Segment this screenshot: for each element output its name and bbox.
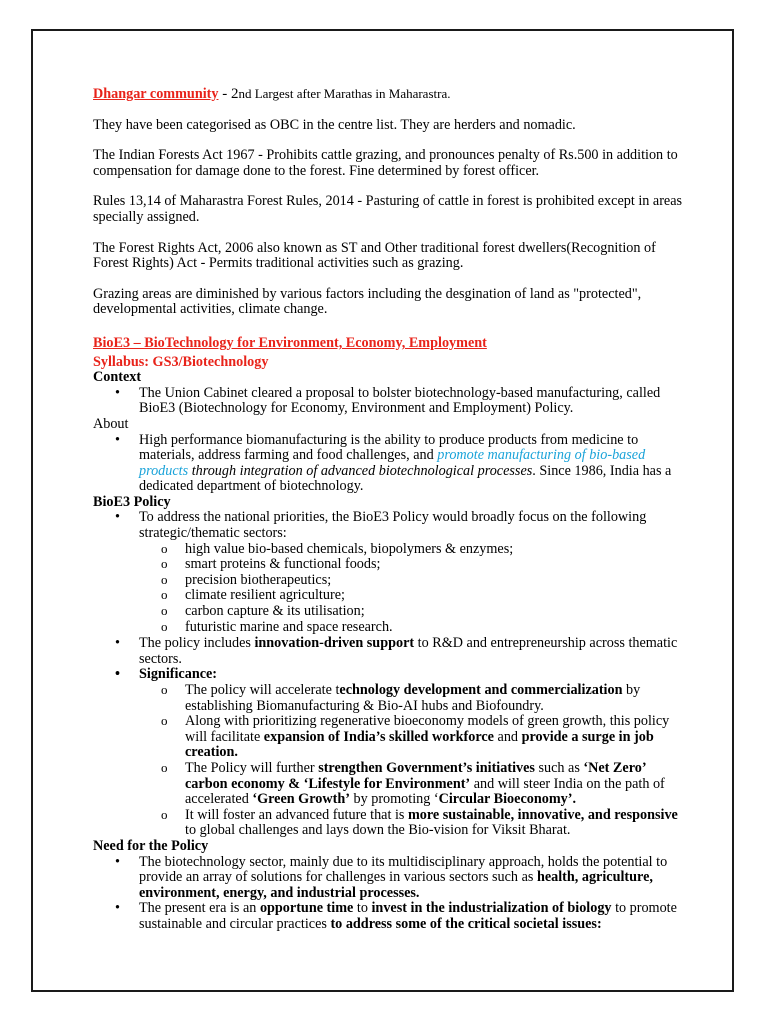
dhangar-rank-num: 2 [230, 86, 239, 102]
about-list [93, 433, 683, 495]
sector-item: o high value bio-based chemicals, biopolymers & enzymes; [93, 542, 683, 558]
sig-text: The Policy will further [185, 759, 319, 776]
document-body [93, 86, 683, 933]
significance-item [93, 808, 683, 839]
sig-bold: more sustainable, innovative, and responsive [407, 806, 678, 823]
sig-text: and [493, 728, 522, 745]
need-bold: opportune time [259, 900, 354, 917]
dhangar-paragraph: The Indian Forests Act 1967 - Prohibits cattle grazing, and pronounces penalty of Rs.500 in addition to compensation for damage done to the forest. Fine determined by forest officer. [93, 147, 678, 179]
about-highlight: promote manufacturing of bio-based products [139, 447, 646, 479]
need-text: The present era is an [139, 900, 260, 917]
sector-item: o smart proteins & functional foods; [93, 557, 683, 573]
list-item [93, 901, 683, 932]
sector-item: o precision biotherapeutics; [93, 573, 683, 589]
sig-text: by establishing Biomanufacturing & Bio-AI hubs and Biofoundry. [185, 682, 641, 714]
innovation-text: The policy includes [139, 635, 255, 652]
need-text: to promote sustainable and circular practices [139, 900, 677, 932]
dhangar-paragraph: The Forest Rights Act, 2006 also known as ST and Other traditional forest dwellers(Recognition of Forest Rights) Act - Permits traditional activities such as grazing. [93, 239, 656, 272]
dhangar-heading-line [93, 86, 683, 103]
sig-text: The policy will accelerate t [185, 682, 340, 698]
sig-text: by promoting ‘ [349, 791, 439, 808]
sig-text: Along with prioritizing regenerative bioeconomy models of green growth, this policy will facilitate [185, 713, 670, 745]
dhangar-paragraph: They have been categorised as OBC in the centre list. They are herders and nomadic. [93, 116, 576, 133]
sig-bold: expansion of India’s skilled workforce [263, 728, 494, 745]
dhangar-title: Dhangar community [93, 86, 219, 102]
list-item [93, 855, 683, 902]
list-item: • To address the national priorities, the BioE3 Policy would broadly focus on the following strategic/thematic sectors: [93, 510, 683, 541]
list-item [93, 636, 683, 667]
list-item [93, 433, 683, 495]
innovation-text-end: to R&D and entrepreneurship across thematic sectors. [139, 635, 678, 667]
sector-item: o carbon capture & its utilisation; [93, 604, 683, 620]
sig-bold: ‘Green Growth’ [252, 791, 350, 808]
bioe3-title [93, 336, 683, 352]
bioe3-title-text: BioE3 – BioTechnology for Environment, Economy, Employment [93, 334, 487, 351]
syllabus-line: Syllabus: GS3/Biotechnology [93, 353, 269, 370]
need-text: The biotechnology sector, mainly due to its multidisciplinary approach, holds the potential to provide an array of solutions for challenges in various sectors such as [139, 853, 668, 886]
sig-bold: provide a surge in job creation. [185, 728, 654, 761]
dhangar-paragraph: Grazing areas are diminished by various factors including the desgination of land as "protected", developmental activities, climate change. [93, 285, 642, 318]
need-text: to [353, 900, 372, 917]
sig-text: and will steer India on the path of accelerated [185, 775, 665, 808]
significance-item [93, 683, 683, 714]
need-bold: to address some of the critical societal issues: [330, 915, 602, 932]
sig-text: It will foster an advanced future that is [185, 806, 408, 823]
significance-heading: • Significance: [93, 667, 683, 683]
context-heading: Context [93, 369, 142, 386]
need-bold: health, agriculture, environment, energy, and industrial processes. [139, 869, 653, 901]
context-list [93, 386, 683, 417]
sector-item: o futuristic marine and space research. [93, 620, 683, 636]
dhangar-paragraph: Rules 13,14 of Maharastra Forest Rules, 2014 - Pasturing of cattle in forest is prohibited except in areas specially assigned. [93, 193, 683, 225]
sig-bold: echnology development and commercialization [339, 682, 623, 698]
list-item: • The Union Cabinet cleared a proposal to bolster biotechnology-based manufacturing, called BioE3 (Biotechnology for Economy, Environment and Employment) Policy. [93, 386, 683, 417]
need-heading: Need for the Policy [93, 837, 209, 854]
significance-item [93, 714, 683, 761]
need-list [93, 855, 683, 933]
about-text-end: . Since 1986, India has a dedicated department of biotechnology. [139, 462, 672, 495]
need-bold: invest in the industrialization of biology [371, 900, 612, 917]
innovation-bold: innovation-driven support [254, 635, 415, 652]
dhangar-rank-text: nd Largest after Marathas in Maharastra. [238, 86, 451, 101]
sig-text: to global challenges and lays down the Bio-vision for Viksit Bharat. [185, 822, 571, 839]
significance-item [93, 761, 683, 808]
about-heading: About [93, 415, 129, 432]
sig-bold: ‘Net Zero’ carbon economy & ‘Lifestyle for Environment’ [185, 759, 646, 792]
sig-bold: strengthen Government’s initiatives [318, 759, 535, 776]
about-text: High performance biomanufacturing is the ability to produce products from medicine to materials, address farming and food challenges, and [139, 431, 639, 464]
sig-bold: Circular Bioeconomy’. [438, 791, 577, 808]
sector-item: o climate resilient agriculture; [93, 588, 683, 604]
about-italic: through integration of advanced biotechnological processes [188, 462, 533, 479]
dhangar-sep: - [218, 86, 231, 102]
sig-text: such as [534, 759, 584, 776]
policy-heading: BioE3 Policy [93, 493, 171, 510]
policy-list [93, 510, 683, 838]
